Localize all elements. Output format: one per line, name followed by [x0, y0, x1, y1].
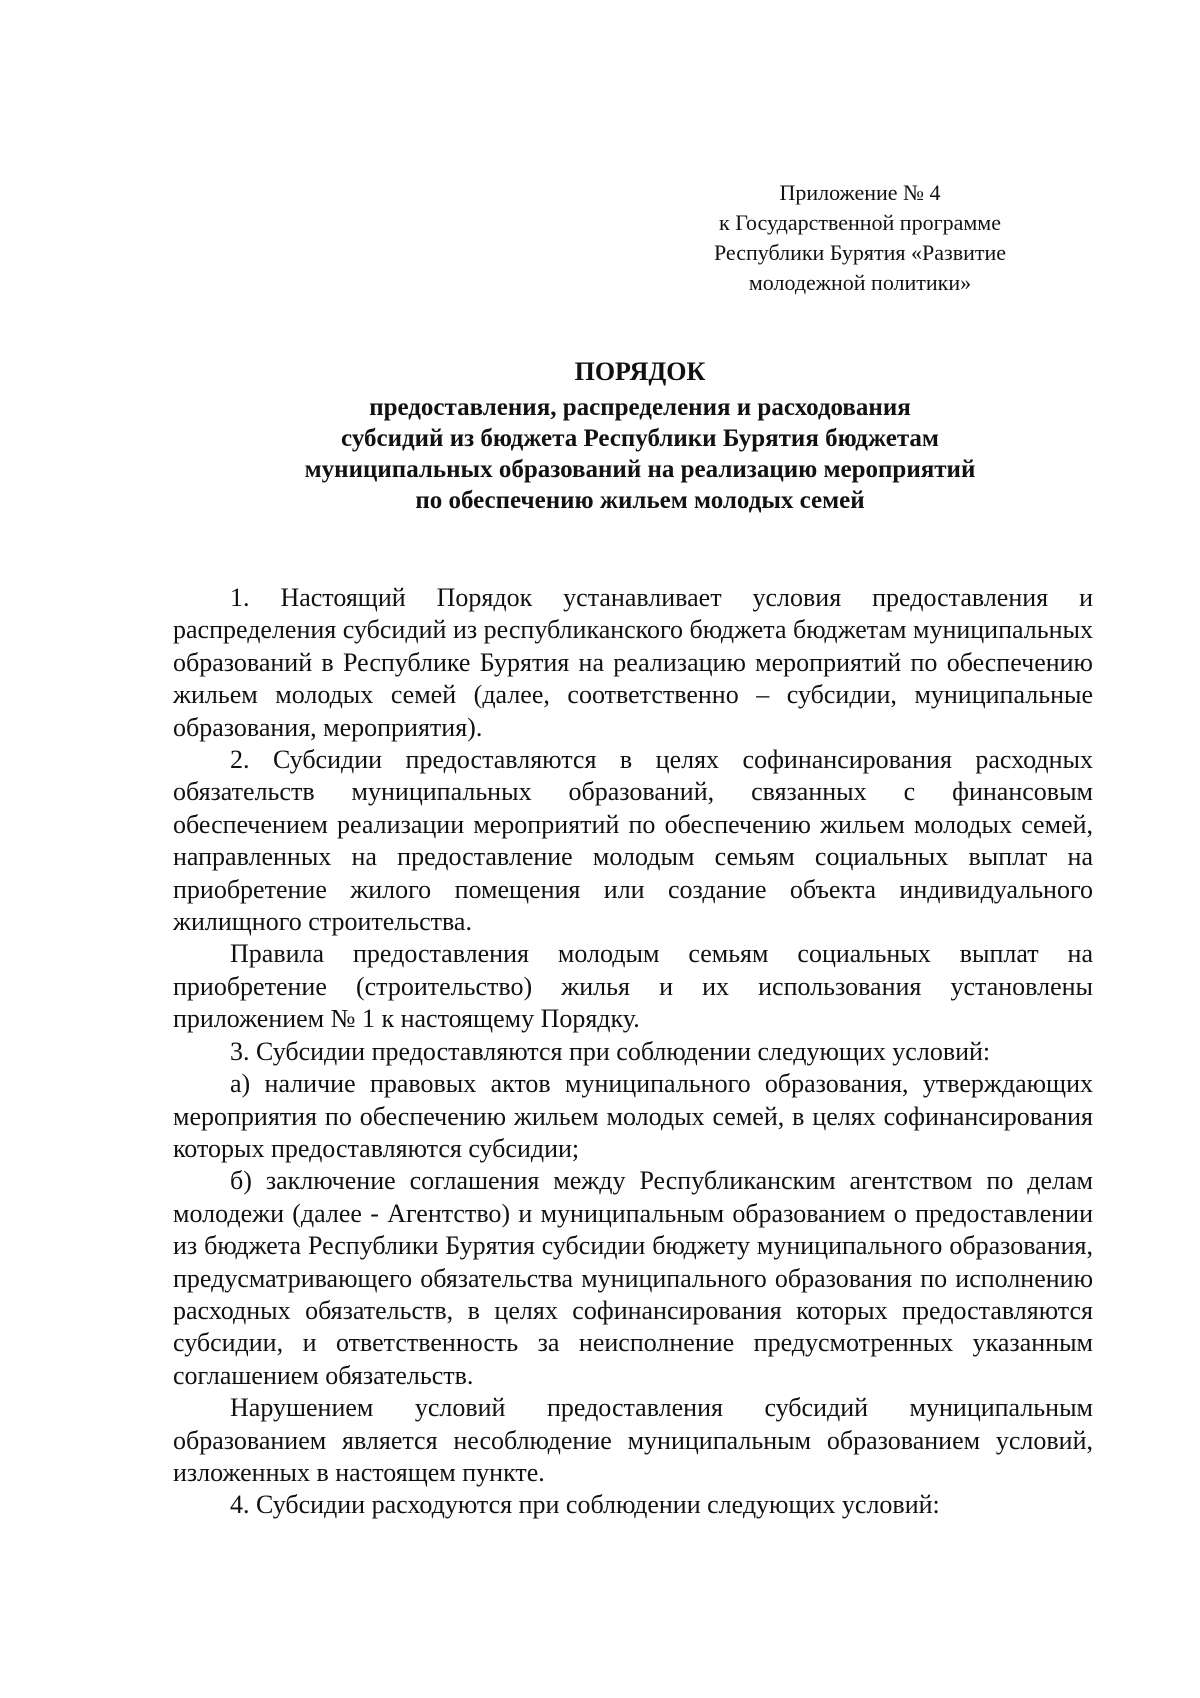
appendix-line-4: молодежной политики» [748, 270, 972, 295]
title-line-1: предоставления, распределения и расходования [369, 394, 911, 421]
title-main: ПОРЯДОК [574, 357, 706, 386]
document-title [175, 356, 1105, 516]
title-line-4: по обеспечению жильем молодых семей [415, 487, 865, 514]
paragraph-3: Правила предоставления молодым семьям социальных выплат на приобретение (строительство) жилья и их использования установлены приложением № 1 к настоящему Порядку. [173, 939, 1093, 1034]
appendix-line-3: Республики Бурятия «Развитие [713, 240, 1007, 265]
document-body [173, 582, 1093, 1522]
paragraph-5: а) наличие правовых актов муниципального образования, утверждающих мероприятия по обеспечению жильем молодых семей, в целях софинансирования которых предоставляются субсидии; [173, 1069, 1093, 1163]
appendix-header [690, 178, 1030, 298]
title-line-2: субсидий из бюджета Республики Бурятия бюджетам [341, 425, 939, 452]
appendix-line-2: к Государственной программе [719, 210, 1001, 235]
paragraph-8: 4. Субсидии расходуются при соблюдении следующих условий: [230, 1490, 940, 1520]
paragraph-6: б) заключение соглашения между Республиканским агентством по делам молодежи (далее - Агентство) и муниципальным образованием о предоставлении из бюджета Республики Бурятия субсидии бюджету муниципального образования, предусматривающего обязательства муниципального образования по исполнению расходных обязательств, в целях софинансирования которых предоставляются субсидии, и ответственность за неисполнение предусмотренных указанным соглашением обязательств. [173, 1166, 1093, 1390]
paragraph-1: 1. Настоящий Порядок устанавливает условия предоставления и распределения субсидий из республиканского бюджета бюджетам муниципальных образований в Республике Бурятия на реализацию мероприятий по обеспечению жильем молодых семей (далее, соответственно – субсидии, муниципальные образования, мероприятия). [173, 583, 1093, 742]
paragraph-7: Нарушением условий предоставления субсидий муниципальным образованием является несоблюдение муниципальным образованием условий, изложенных в настоящем пункте. [173, 1393, 1093, 1487]
appendix-line-1: Приложение № 4 [779, 180, 941, 205]
paragraph-2: 2. Субсидии предоставляются в целях софинансирования расходных обязательств муниципальных образований, связанных с финансовым обеспечением реализации мероприятий по обеспечению жильем молодых семей, направленных на предоставление молодым семьям социальных выплат на приобретение жилого помещения или создание объекта индивидуального жилищного строительства. [173, 745, 1093, 937]
paragraph-4: 3. Субсидии предоставляются при соблюдении следующих условий: [230, 1036, 991, 1066]
title-line-3: муниципальных образований на реализацию мероприятий [304, 456, 976, 483]
